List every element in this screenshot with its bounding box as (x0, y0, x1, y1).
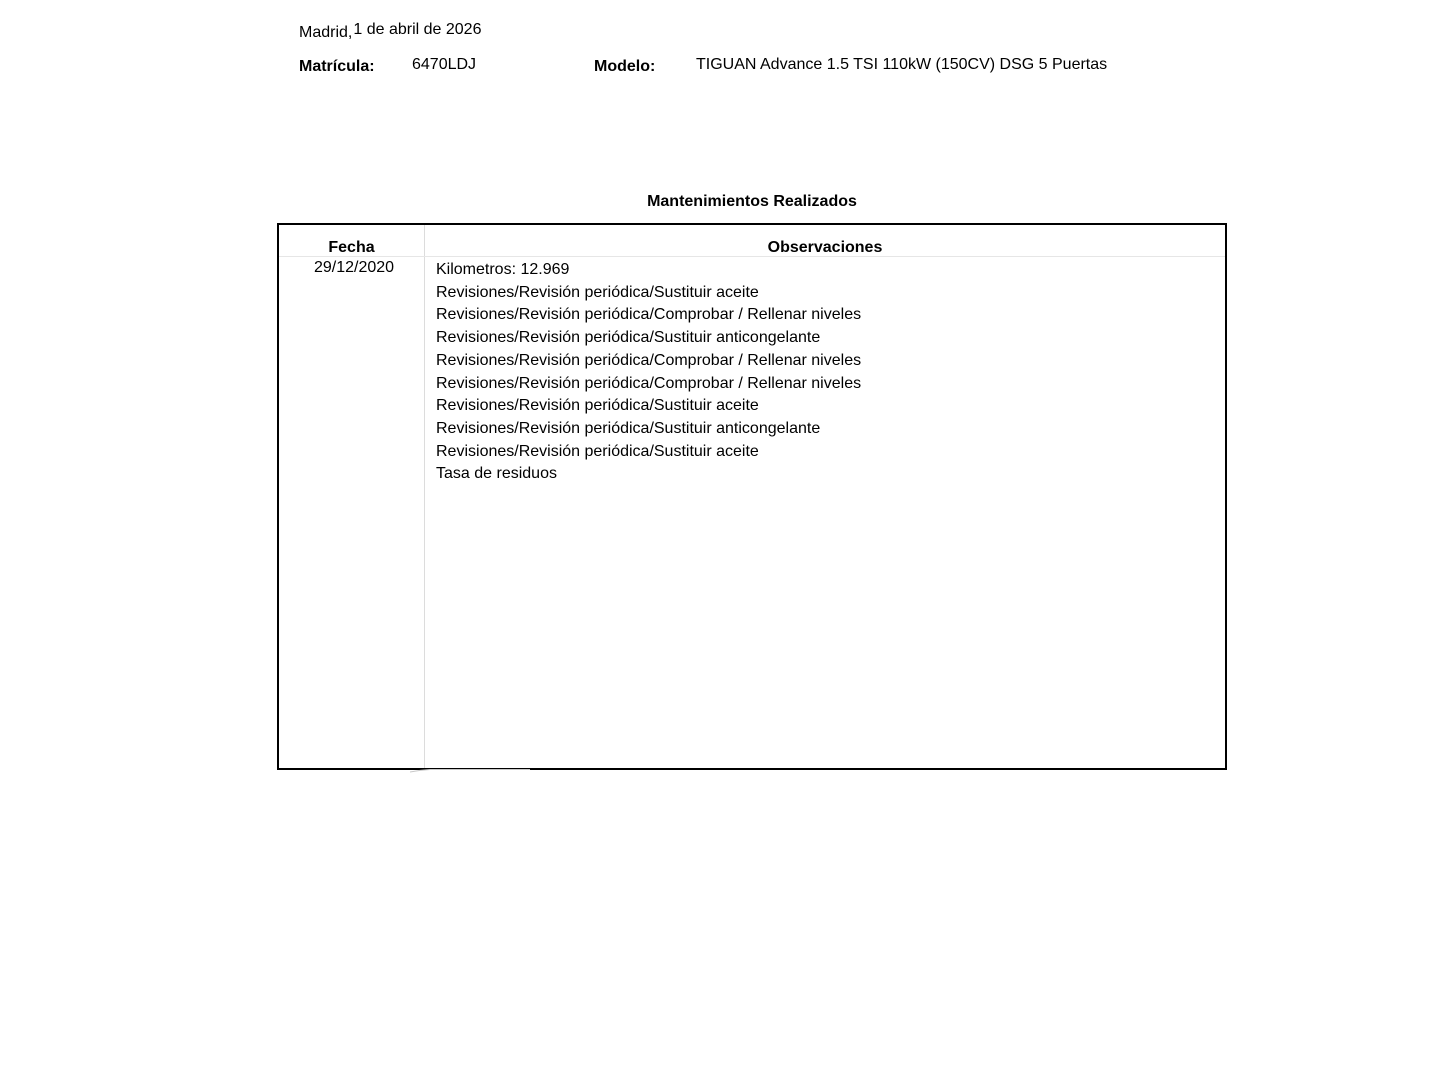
column-header-fecha: Fecha (328, 239, 375, 256)
observation-item: Revisiones/Revisión periódica/Sustituir aceite (436, 397, 759, 415)
observation-item: Revisiones/Revisión periódica/Sustituir anticongelante (436, 419, 821, 437)
observation-item: Revisiones/Revisión periódica/Comprobar / Rellenar niveles (436, 374, 862, 392)
section-title: Mantenimientos Realizados (647, 193, 857, 210)
matricula-value: 6470LDJ (412, 56, 477, 73)
column-divider (424, 225, 425, 768)
observation-item: Revisiones/Revisión periódica/Comprobar / Rellenar niveles (436, 306, 862, 324)
observation-item: Revisiones/Revisión periódica/Sustituir aceite (436, 283, 759, 301)
modelo-label: Modelo: (594, 58, 656, 75)
observation-item: Revisiones/Revisión periódica/Comprobar / Rellenar niveles (436, 351, 862, 369)
maintenance-table (277, 223, 1227, 770)
observations-list (436, 259, 861, 486)
scan-artifact-mark (410, 769, 530, 773)
observation-item: Kilometros: 12.969 (436, 261, 570, 278)
matricula-label: Matrícula: (299, 58, 375, 75)
modelo-value: TIGUAN Advance 1.5 TSI 110kW (150CV) DSG 5 Puertas (696, 56, 1108, 73)
observation-item: Revisiones/Revisión periódica/Sustituir aceite (436, 442, 759, 460)
document-date: 1 de abril de 2026 (353, 21, 482, 38)
observation-item: Tasa de residuos (436, 465, 557, 483)
row-date: 29/12/2020 (313, 259, 395, 276)
place-date-line (299, 22, 481, 40)
column-header-observaciones: Observaciones (767, 239, 883, 256)
observation-item: Revisiones/Revisión periódica/Sustituir anticongelante (436, 329, 821, 347)
city-label: Madrid, (299, 24, 353, 41)
